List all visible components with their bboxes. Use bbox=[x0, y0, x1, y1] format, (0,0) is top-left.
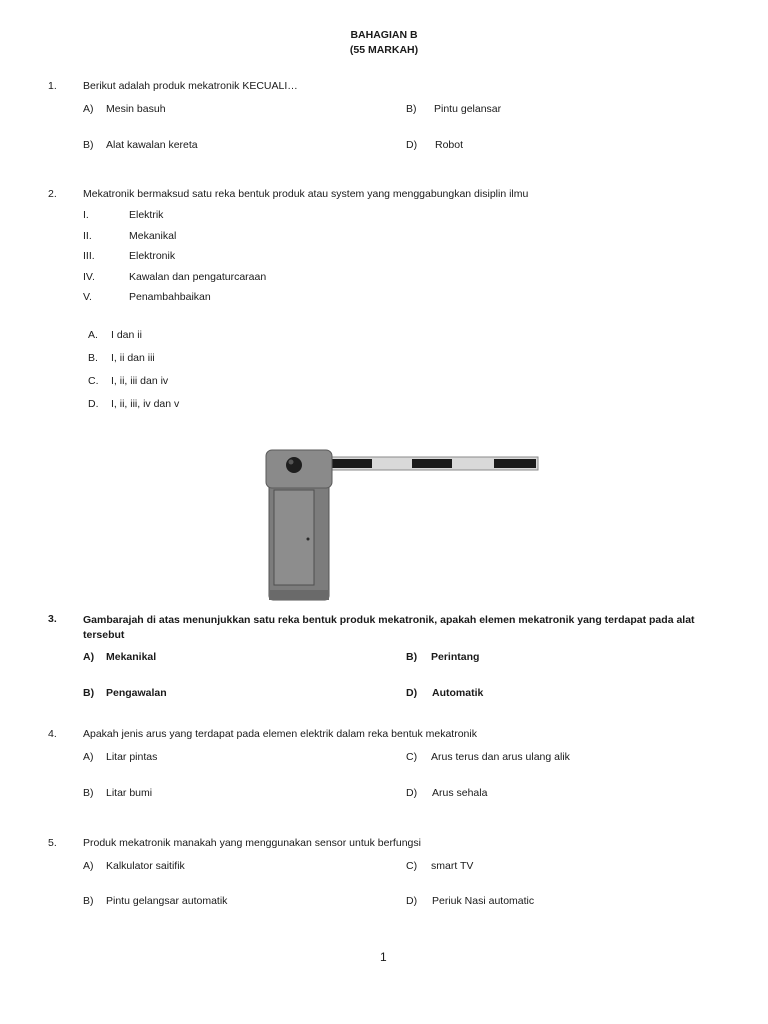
option-key: B) bbox=[83, 139, 94, 151]
q1-text: Berikut adalah produk mekatronik KECUALI… bbox=[83, 80, 298, 92]
option-text: Pintu gelansar bbox=[434, 103, 502, 115]
section-marks: (55 MARKAH) bbox=[349, 44, 419, 56]
option-key: C) bbox=[406, 860, 418, 872]
cabinet-base bbox=[269, 590, 329, 600]
option-text: Pintu gelangsar automatik bbox=[106, 895, 228, 907]
option-text: I dan ii bbox=[111, 329, 142, 341]
option-key: D) bbox=[406, 139, 418, 151]
option-text: Mekanikal bbox=[106, 651, 157, 663]
lamp-icon bbox=[286, 457, 302, 473]
q5-number: 5. bbox=[48, 837, 57, 849]
option-key: C) bbox=[406, 751, 418, 763]
option-key: A) bbox=[83, 751, 94, 763]
arm-stripe bbox=[494, 459, 536, 468]
option-key: C. bbox=[88, 375, 99, 387]
item-key: III. bbox=[83, 250, 95, 262]
option-text: I, ii, iii, iv dan v bbox=[111, 398, 180, 410]
option-text: Robot bbox=[435, 139, 464, 151]
option-key: B. bbox=[88, 352, 98, 364]
q1-number: 1. bbox=[48, 80, 57, 92]
q2-option bbox=[88, 398, 179, 412]
q5-option bbox=[83, 895, 227, 909]
option-key: D) bbox=[406, 687, 418, 699]
page-number: 1 bbox=[380, 950, 387, 964]
option-text: Litar bumi bbox=[106, 787, 153, 799]
q1-option bbox=[83, 103, 166, 117]
option-text: Perintang bbox=[431, 651, 480, 663]
boom-barrier-figure bbox=[262, 448, 542, 604]
option-text: smart TV bbox=[431, 860, 474, 872]
q4-number: 4. bbox=[48, 728, 57, 740]
option-text: Litar pintas bbox=[106, 751, 158, 763]
q3-option bbox=[83, 651, 156, 665]
q2-option bbox=[88, 375, 168, 389]
option-text: Alat kawalan kereta bbox=[106, 139, 198, 151]
q1-option bbox=[83, 139, 198, 153]
q4-option bbox=[406, 787, 487, 801]
option-text: Arus terus dan arus ulang alik bbox=[431, 751, 570, 763]
item-key: II. bbox=[83, 230, 92, 242]
q3-number: 3. bbox=[48, 613, 57, 625]
q2-text: Mekatronik bermaksud satu reka bentuk produk atau system yang menggabungkan disiplin ilmu bbox=[83, 188, 529, 200]
item-key: IV. bbox=[83, 271, 95, 283]
item-text: Elektronik bbox=[129, 250, 176, 262]
q2-option bbox=[88, 352, 155, 366]
option-key: B) bbox=[406, 103, 417, 115]
option-text: I, ii, iii dan iv bbox=[111, 375, 169, 387]
option-text: Periuk Nasi automatic bbox=[432, 895, 535, 907]
lamp-highlight bbox=[289, 460, 294, 465]
q1-option bbox=[406, 139, 463, 153]
option-key: A) bbox=[83, 103, 94, 115]
option-key: A. bbox=[88, 329, 98, 341]
option-text: Automatik bbox=[432, 687, 484, 699]
section-title: BAHAGIAN B bbox=[350, 29, 418, 41]
option-key: D) bbox=[406, 787, 418, 799]
q5-text: Produk mekatronik manakah yang menggunakan sensor untuk berfungsi bbox=[83, 837, 421, 849]
q4-option bbox=[83, 787, 152, 801]
option-key: A) bbox=[83, 860, 94, 872]
item-text: Kawalan dan pengaturcaraan bbox=[129, 271, 267, 283]
q3-option bbox=[406, 687, 483, 701]
option-text: Mesin basuh bbox=[106, 103, 166, 115]
option-key: A) bbox=[83, 651, 95, 663]
q1-option bbox=[406, 103, 501, 117]
q2-item bbox=[83, 291, 211, 305]
item-text: Elektrik bbox=[129, 209, 164, 221]
q3-option bbox=[83, 687, 167, 701]
item-key: I. bbox=[83, 209, 89, 221]
q2-item bbox=[83, 209, 163, 223]
option-key: B) bbox=[83, 687, 95, 699]
q2-item bbox=[83, 230, 176, 244]
q4-text: Apakah jenis arus yang terdapat pada elemen elektrik dalam reka bentuk mekatronik bbox=[83, 728, 477, 740]
arm-stripe bbox=[412, 459, 452, 468]
option-text: I, ii dan iii bbox=[111, 352, 155, 364]
q3-text: Gambarajah di atas menunjukkan satu reka bentuk produk mekatronik, apakah elemen mekatronik yang terdapat pada alat tersebut bbox=[83, 614, 695, 641]
q5-option bbox=[406, 860, 473, 874]
door-lock-icon bbox=[307, 538, 310, 541]
option-key: B) bbox=[83, 787, 94, 799]
option-key: B) bbox=[406, 651, 418, 663]
q2-item bbox=[83, 271, 266, 285]
option-key: D. bbox=[88, 398, 99, 410]
q4-option bbox=[406, 751, 570, 765]
item-text: Mekanikal bbox=[129, 230, 177, 242]
option-text: Arus sehala bbox=[432, 787, 488, 799]
q4-option bbox=[83, 751, 157, 765]
item-text: Penambahbaikan bbox=[129, 291, 211, 303]
option-text: Kalkulator saitifik bbox=[106, 860, 185, 872]
option-text: Pengawalan bbox=[106, 687, 167, 699]
item-key: V. bbox=[83, 291, 92, 303]
q5-option bbox=[83, 860, 185, 874]
q5-option bbox=[406, 895, 534, 909]
option-key: D) bbox=[406, 895, 418, 907]
q3-option bbox=[406, 651, 479, 665]
q2-item bbox=[83, 250, 175, 264]
q2-number: 2. bbox=[48, 188, 57, 200]
option-key: B) bbox=[83, 895, 94, 907]
q2-option bbox=[88, 329, 142, 343]
arm-stripe bbox=[332, 459, 372, 468]
